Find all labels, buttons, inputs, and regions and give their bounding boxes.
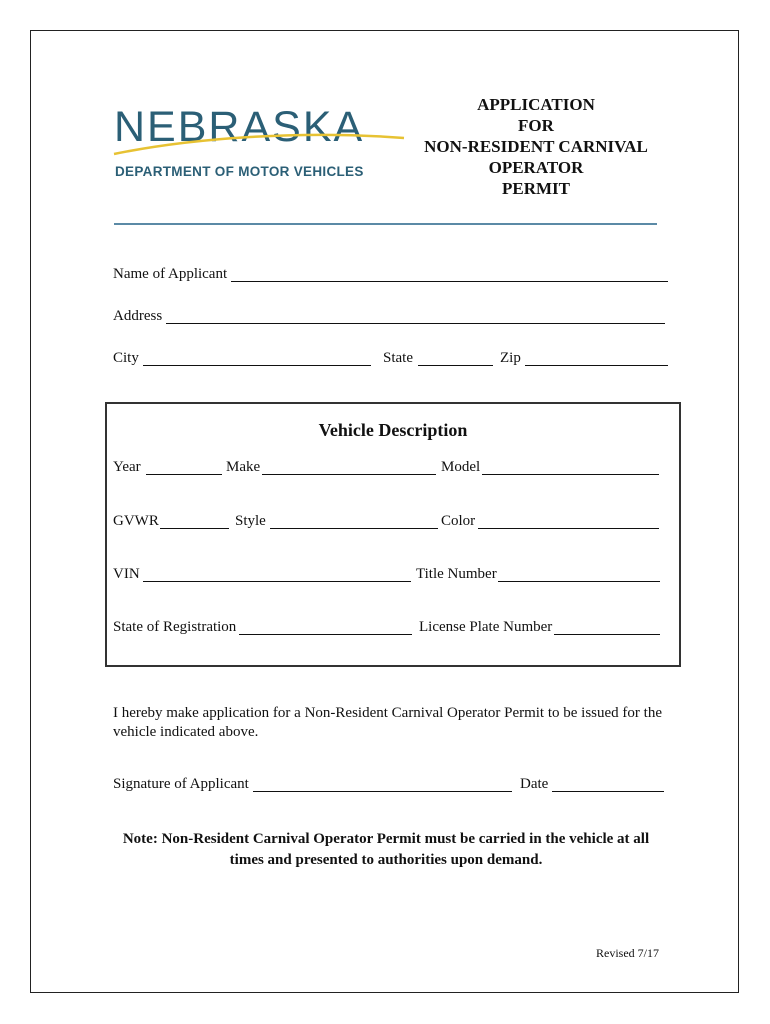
- year-field[interactable]: [146, 474, 222, 475]
- license-plate-label: License Plate Number: [419, 619, 553, 635]
- style-label: Style: [235, 513, 266, 529]
- license-plate-field[interactable]: [554, 634, 660, 635]
- form-title: [410, 94, 662, 199]
- logo-subtitle: DEPARTMENT OF MOTOR VEHICLES: [115, 164, 364, 179]
- model-field[interactable]: [482, 474, 659, 475]
- state-label: State: [383, 350, 413, 366]
- logo-wordmark: NEBRASKA: [114, 103, 365, 151]
- model-label: Model: [441, 459, 481, 475]
- address-label: Address: [113, 308, 163, 324]
- title-line: PERMIT: [502, 179, 570, 198]
- logo-swoosh-icon: [112, 120, 412, 160]
- gvwr-field[interactable]: [160, 528, 229, 529]
- year-label: Year: [113, 459, 141, 475]
- name-label: Name of Applicant: [113, 266, 228, 282]
- title-number-label: Title Number: [416, 566, 497, 582]
- revision-date: Revised 7/17: [596, 946, 659, 960]
- address-field[interactable]: [166, 323, 665, 324]
- signature-label: Signature of Applicant: [113, 776, 249, 792]
- state-of-registration-field[interactable]: [239, 634, 412, 635]
- declaration-text: I hereby make application for a Non-Resident Carnival Operator Permit to be issued for the vehicle indicated above.: [113, 705, 662, 740]
- title-line: NON-RESIDENT CARNIVAL: [424, 137, 648, 156]
- state-field[interactable]: [418, 365, 493, 366]
- name-field[interactable]: [231, 281, 668, 282]
- title-line: OPERATOR: [488, 158, 584, 177]
- color-label: Color: [441, 513, 476, 529]
- city-label: City: [113, 350, 139, 366]
- vehicle-description-title: Vehicle Description: [318, 420, 468, 440]
- gvwr-label: GVWR: [113, 513, 159, 529]
- make-field[interactable]: [262, 474, 436, 475]
- color-field[interactable]: [478, 528, 659, 529]
- signature-field[interactable]: [253, 791, 512, 792]
- zip-field[interactable]: [525, 365, 668, 366]
- title-line: FOR: [518, 116, 554, 135]
- zip-label: Zip: [500, 350, 521, 366]
- date-label: Date: [520, 776, 549, 792]
- header-divider: [114, 223, 657, 225]
- state-of-registration-label: State of Registration: [113, 619, 237, 635]
- title-number-field[interactable]: [498, 581, 660, 582]
- date-field[interactable]: [552, 791, 664, 792]
- note-text: Note: Non-Resident Carnival Operator Permit must be carried in the vehicle at all times and presented to authorities upon demand.: [122, 831, 650, 868]
- city-field[interactable]: [143, 365, 371, 366]
- style-field[interactable]: [270, 528, 438, 529]
- title-line: APPLICATION: [477, 95, 595, 114]
- vin-label: VIN: [113, 566, 140, 582]
- vin-field[interactable]: [143, 581, 411, 582]
- make-label: Make: [226, 459, 261, 475]
